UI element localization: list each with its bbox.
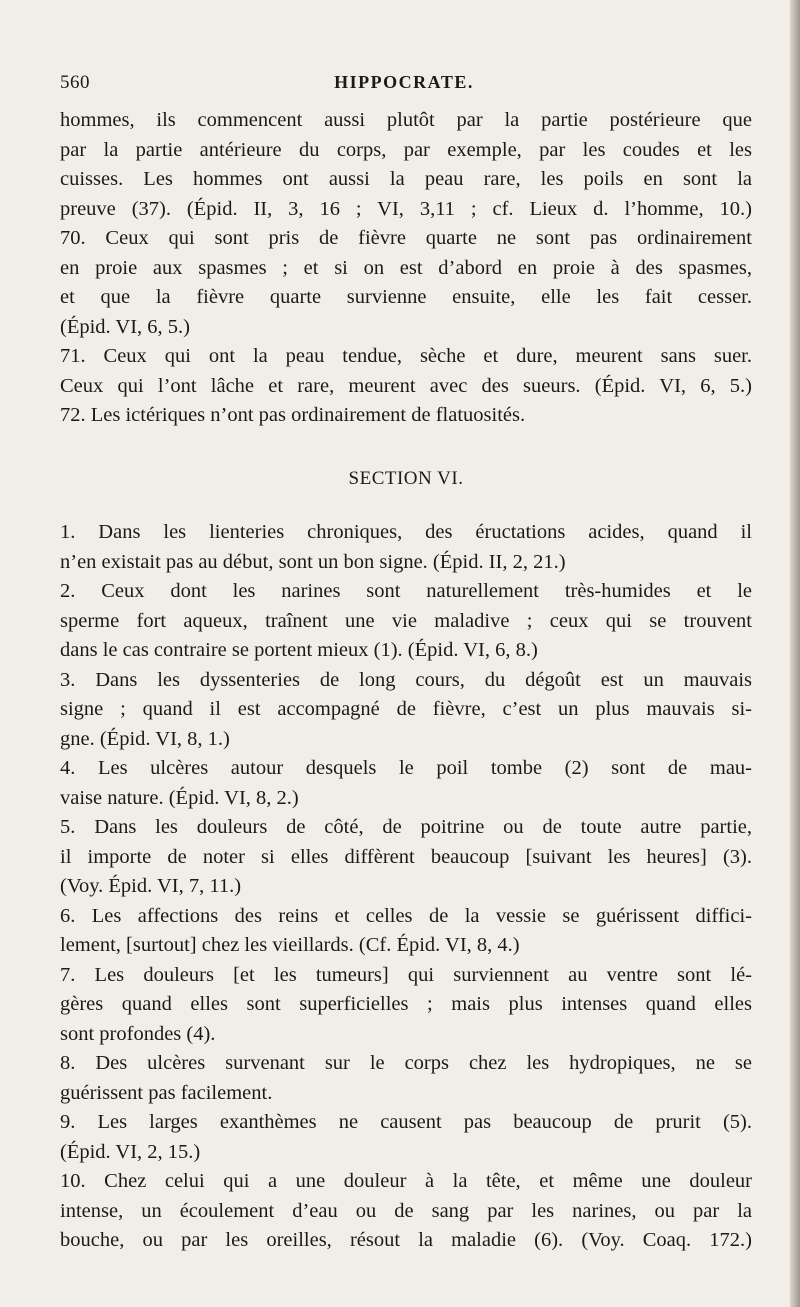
running-title: HIPPOCRATE. [334, 72, 474, 92]
text-line: 7. Les douleurs [et les tumeurs] qui surviennent au ventre sont lé- [60, 963, 752, 986]
text-line: sont profondes (4). [60, 1022, 216, 1045]
text-line: bouche, ou par les oreilles, résout la maladie (6). (Voy. Coaq. 172.) [60, 1229, 752, 1251]
text-line: en proie aux spasmes ; et si on est d’abord en proie à des spasmes, [60, 256, 752, 279]
section-heading: SECTION VI. [348, 468, 464, 489]
text-line: (Épid. VI, 6, 5.) [60, 315, 191, 338]
body-text-top [60, 106, 752, 431]
text-line: vaise nature. (Épid. VI, 8, 2.) [60, 786, 299, 809]
text-line: 1. Dans les lienteries chroniques, des éructations acides, quand il [60, 521, 752, 543]
text-line: signe ; quand il est accompagné de fièvre, c’est un plus mauvais si- [60, 698, 752, 720]
text-line: il importe de noter si elles diffèrent beaucoup [suivant les heures] (3). [60, 845, 752, 868]
text-line: 71. Ceux qui ont la peau tendue, sèche et dure, meurent sans suer. [60, 345, 752, 367]
page-number: 560 [60, 72, 90, 93]
text-line: hommes, ils commencent aussi plutôt par la partie postérieure que [60, 109, 752, 131]
text-line: (Voy. Épid. VI, 7, 11.) [60, 875, 242, 897]
text-line: 9. Les larges exanthèmes ne causent pas beaucoup de prurit (5). [60, 1111, 752, 1133]
body-text-section [60, 518, 752, 1256]
text-line: 10. Chez celui qui a une douleur à la tête, et même une douleur [60, 1170, 752, 1192]
text-line: lement, [surtout] chez les vieillards. (Cf. Épid. VI, 8, 4.) [60, 934, 520, 956]
text-line: cuisses. Les hommes ont aussi la peau rare, les poils en sont la [60, 168, 752, 190]
text-line: gères quand elles sont superficielles ; mais plus intenses quand elles [60, 993, 752, 1015]
text-line: sperme fort aqueux, traînent une vie maladive ; ceux qui se trouvent [60, 609, 752, 632]
text-line: intense, un écoulement d’eau ou de sang par les narines, ou par la [60, 1199, 752, 1222]
text-line: 70. Ceux qui sont pris de fièvre quarte ne sont pas ordinairement [60, 227, 752, 249]
page-header [60, 72, 748, 102]
text-line: 8. Des ulcères survenant sur le corps chez les hydropiques, ne se [60, 1052, 752, 1074]
text-line: 6. Les affections des reins et celles de la vessie se guérissent diffici- [60, 904, 752, 927]
text-line: 72. Les ictériques n’ont pas ordinairement de flatuosités. [60, 404, 526, 426]
page-edge-shadow [790, 0, 800, 1307]
text-line: 4. Les ulcères autour desquels le poil tombe (2) sont de mau- [60, 757, 752, 779]
text-line: Ceux qui l’ont lâche et rare, meurent avec des sueurs. (Épid. VI, 6, 5.) [60, 374, 752, 397]
text-line: guérissent pas facilement. [60, 1081, 273, 1104]
text-line: 5. Dans les douleurs de côté, de poitrine ou de toute autre partie, [60, 816, 752, 838]
text-line: dans le cas contraire se portent mieux (1). (Épid. VI, 6, 8.) [60, 639, 538, 661]
text-line: par la partie antérieure du corps, par exemple, par les coudes et les [60, 138, 752, 161]
text-line: 3. Dans les dyssenteries de long cours, du dégoût est un mauvais [60, 668, 752, 691]
text-line: (Épid. VI, 2, 15.) [60, 1140, 201, 1163]
text-line: gne. (Épid. VI, 8, 1.) [60, 727, 230, 750]
text-line: n’en existait pas au début, sont un bon signe. (Épid. II, 2, 21.) [60, 550, 566, 573]
text-line: preuve (37). (Épid. II, 3, 16 ; VI, 3,11 ; cf. Lieux d. l’homme, 10.) [60, 197, 752, 220]
text-line: et que la fièvre quarte survienne ensuite, elle les fait cesser. [60, 286, 752, 308]
text-line: 2. Ceux dont les narines sont naturellement très-humides et le [60, 580, 752, 602]
